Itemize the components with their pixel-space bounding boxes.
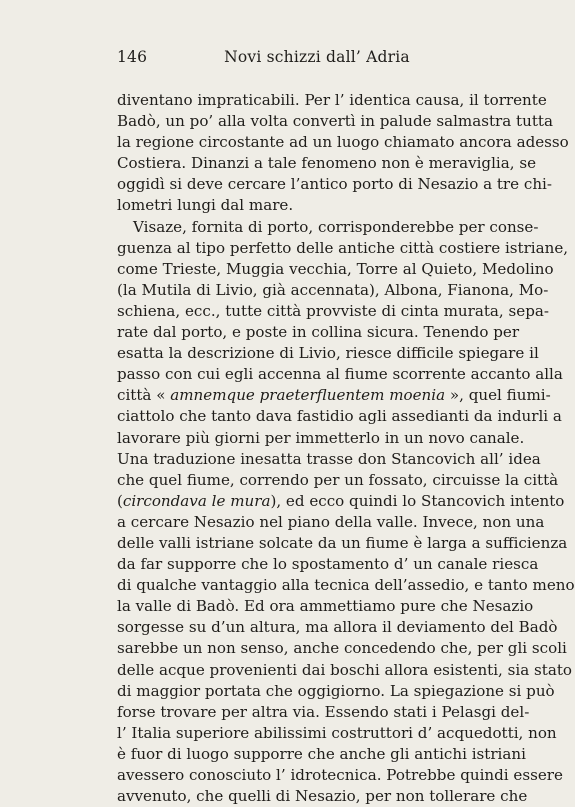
text-line: l’ Italia superiore abilissimi costruttori d’ acquedotti, non	[117, 723, 557, 742]
text-line: di maggior portata che oggigiorno. La spiegazione si può	[117, 681, 555, 700]
running-title: Novi schizzi dall’ Adria	[224, 48, 410, 66]
text-line: avessero conosciuto l’ idrotecnica. Potrebbe quindi essere	[117, 766, 563, 784]
text-line: è fuor di luogo supporre che anche gli antichi istriani	[117, 744, 526, 763]
text-segment: ), ed ecco quindi lo Stancovich intento	[270, 491, 565, 510]
text-line: che quel fiume, correndo per un fossato, circuisse la città	[117, 470, 559, 489]
text-segment: », quel fiumi-	[445, 386, 551, 405]
text-line	[117, 491, 565, 512]
text-segment: (	[117, 491, 123, 510]
italic-phrase: amnemque praeterfluentem moenia	[170, 386, 446, 405]
text-line: forse trovare per altra via. Essendo stati i Pelasgi del-	[117, 702, 530, 721]
text-line: da far supporre che lo spostamento d’ un canale riesca	[117, 555, 539, 574]
page-header	[117, 48, 517, 68]
text-line	[117, 385, 551, 406]
text-line: passo con cui egli accenna al fiume scorrente accanto alla	[117, 365, 563, 384]
text-line: a cercare Nesazio nel piano della valle. Invece, non una	[117, 512, 545, 531]
text-line: esatta la descrizione di Livio, riesce difficile spiegare il	[117, 344, 539, 363]
text-line: avvenuto, che quelli di Nesazio, per non tollerare che	[117, 787, 528, 806]
text-line: lometri lungi dal mare.	[117, 196, 294, 215]
text-line: Badò, un po’ alla volta convertì in palude salmastra tutta	[117, 112, 553, 131]
text-line: Una traduzione inesatta trasse don Stancovich all’ idea	[117, 449, 541, 468]
text-line: oggidì si deve cercare l’antico porto di Nesazio a tre chi-	[117, 175, 552, 194]
text-line: lavorare più giorni per immetterlo in un novo canale.	[117, 428, 525, 447]
text-line: guenza al tipo perfetto delle antiche città costiere istriane,	[117, 238, 569, 257]
text-line: di qualche vantaggio alla tecnica dell’assedio, e tanto meno	[117, 576, 575, 595]
text-line: rate dal porto, e poste in collina sicura. Tenendo per	[117, 323, 520, 342]
body-text	[117, 90, 575, 807]
text-line: delle valli istriane solcate da un fiume è larga a sufficienza	[117, 533, 568, 552]
italic-phrase: circondava le mura	[122, 491, 271, 510]
text-line: (la Mutila di Livio, già accennata), Albona, Fianona, Mo-	[117, 280, 549, 299]
text-line: diventano impraticabili. Per l’ identica causa, il torrente	[117, 91, 547, 109]
text-line: ciattolo che tanto dava fastidio agli assedianti da indurli a	[117, 407, 562, 426]
page-number: 146	[117, 48, 148, 66]
text-line: la valle di Badò. Ed ora ammettiamo pure che Nesazio	[117, 597, 534, 616]
text-line: Visaze, fornita di porto, corrisponderebbe per conse-	[133, 217, 539, 236]
text-line: sarebbe un non senso, anche concedendo che, per gli scoli	[117, 639, 567, 658]
text-line: come Trieste, Muggia vecchia, Torre al Quieto, Medolino	[117, 259, 554, 278]
text-line: delle acque provenienti dai boschi allora esistenti, sia stato	[117, 660, 572, 679]
text-line: Costiera. Dinanzi a tale fenomeno non è meraviglia, se	[117, 154, 537, 173]
text-line: sorgesse su d’un altura, ma allora il deviamento del Badò	[117, 618, 558, 637]
text-line: schiena, ecc., tutte città provviste di cinta murata, sepa-	[117, 301, 549, 320]
text-line: la regione circostante ad un luogo chiamato ancora adesso	[117, 133, 569, 152]
text-segment: città «	[117, 386, 171, 405]
